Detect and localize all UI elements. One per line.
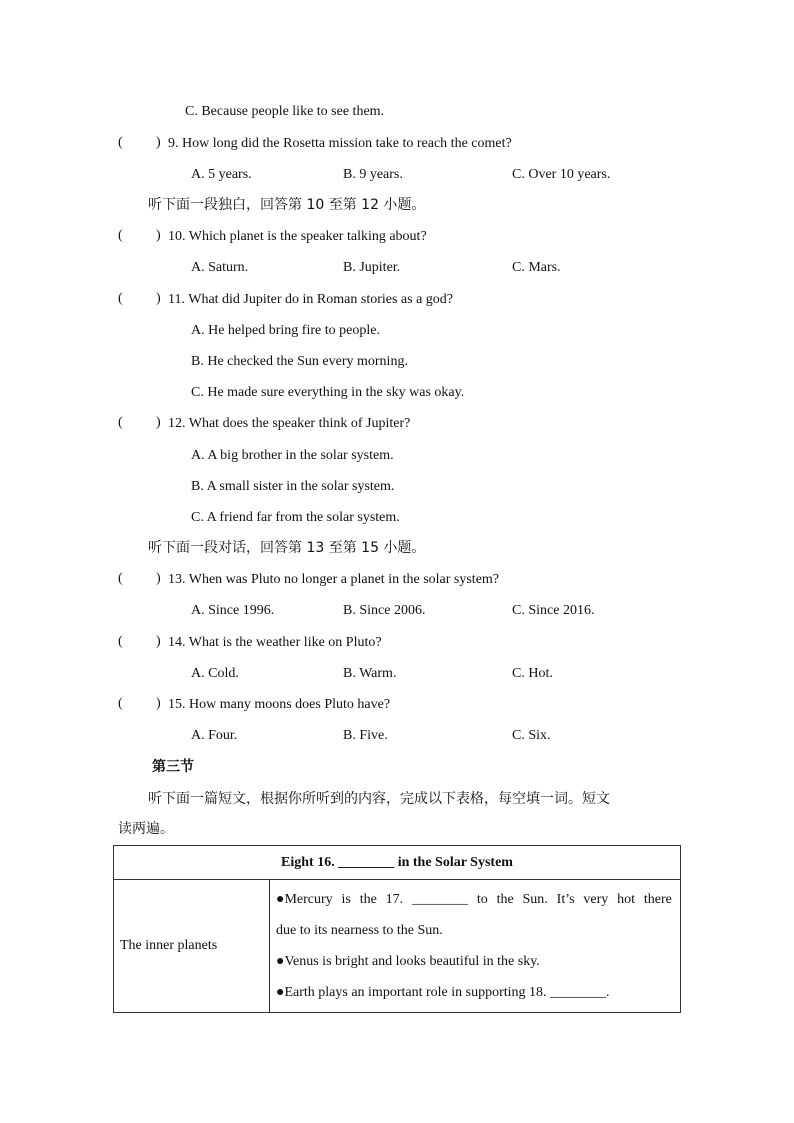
answer-paren-close: ) <box>156 228 161 243</box>
option-c: C. Hot. <box>512 666 553 681</box>
option-b: B. Since 2006. <box>343 603 426 618</box>
question-text: 15. How many moons does Pluto have? <box>168 697 391 712</box>
instruction-dialogue: 听下面一段对话，回答第 13 至第 15 小题。 <box>148 540 426 556</box>
question-text: 10. Which planet is the speaker talking about? <box>168 229 427 244</box>
answer-paren-close: ) <box>156 634 161 649</box>
earth-fact: ●Earth plays an important role in supporting 18. ________. <box>276 985 610 1000</box>
solar-system-table <box>113 845 681 1013</box>
option-c: C. A friend far from the solar system. <box>191 510 400 525</box>
option-a: A. He helped bring fire to people. <box>191 323 380 338</box>
option-b: B. Five. <box>343 728 388 743</box>
mercury-word: to <box>476 892 488 907</box>
answer-paren-open: ( <box>118 291 123 306</box>
mercury-word: very <box>583 892 609 907</box>
mercury-word: hot <box>617 892 636 907</box>
option-a: A. Since 1996. <box>191 603 275 618</box>
section3-instruction-line1: 听下面一篇短文，根据你所听到的内容，完成以下表格，每空填一词。短文 <box>148 791 610 807</box>
mercury-fact-line1 <box>276 884 672 915</box>
q8-option-c: C. Because people like to see them. <box>185 104 385 119</box>
answer-paren-open: ( <box>118 696 123 711</box>
question-text: 11. What did Jupiter do in Roman stories as a god? <box>168 292 454 307</box>
option-c: C. Over 10 years. <box>512 167 611 182</box>
mercury-fact-line2: due to its nearness to the Sun. <box>276 923 443 938</box>
answer-paren-close: ) <box>156 415 161 430</box>
option-b: B. 9 years. <box>343 167 403 182</box>
inner-planets-label: The inner planets <box>114 880 270 1013</box>
option-a: A. A big brother in the solar system. <box>191 448 394 463</box>
answer-paren-open: ( <box>118 571 123 586</box>
section3-instruction-line2: 读两遍。 <box>118 821 174 837</box>
mercury-word: Sun. <box>522 892 548 907</box>
option-b: B. Jupiter. <box>343 260 401 275</box>
answer-paren-open: ( <box>118 415 123 430</box>
mercury-word: the <box>496 892 514 907</box>
mercury-word: It’s <box>556 892 575 907</box>
option-c: C. Six. <box>512 728 551 743</box>
mercury-word: 17. <box>385 892 404 907</box>
question-text: 12. What does the speaker think of Jupiter? <box>168 416 411 431</box>
question-text: 13. When was Pluto no longer a planet in the solar system? <box>168 572 500 587</box>
venus-fact: ●Venus is bright and looks beautiful in the sky. <box>276 954 540 969</box>
instruction-monologue: 听下面一段独白，回答第 10 至第 12 小题。 <box>148 197 426 213</box>
section3-title: 第三节 <box>152 759 194 775</box>
mercury-word: there <box>643 892 672 907</box>
option-b: B. A small sister in the solar system. <box>191 479 395 494</box>
mercury-word: ●Mercury <box>276 892 333 907</box>
answer-paren-close: ) <box>156 571 161 586</box>
answer-paren-close: ) <box>156 135 161 150</box>
table-header: Eight 16. ________ in the Solar System <box>114 846 681 880</box>
option-b: B. Warm. <box>343 666 397 681</box>
answer-paren-open: ( <box>118 135 123 150</box>
answer-paren-close: ) <box>156 291 161 306</box>
mercury-word: is <box>341 892 351 907</box>
question-text: 9. How long did the Rosetta mission take to reach the comet? <box>168 136 512 151</box>
inner-planets-facts <box>270 880 681 1013</box>
answer-paren-open: ( <box>118 634 123 649</box>
answer-paren-open: ( <box>118 228 123 243</box>
option-a: A. 5 years. <box>191 167 252 182</box>
mercury-word: the <box>359 892 377 907</box>
mercury-word: ________ <box>411 892 468 907</box>
option-c: C. Since 2016. <box>512 603 595 618</box>
answer-paren-close: ) <box>156 696 161 711</box>
option-c: C. He made sure everything in the sky was okay. <box>191 385 465 400</box>
option-a: A. Saturn. <box>191 260 249 275</box>
option-a: A. Four. <box>191 728 238 743</box>
question-text: 14. What is the weather like on Pluto? <box>168 635 382 650</box>
option-c: C. Mars. <box>512 260 561 275</box>
option-a: A. Cold. <box>191 666 239 681</box>
option-b: B. He checked the Sun every morning. <box>191 354 408 369</box>
